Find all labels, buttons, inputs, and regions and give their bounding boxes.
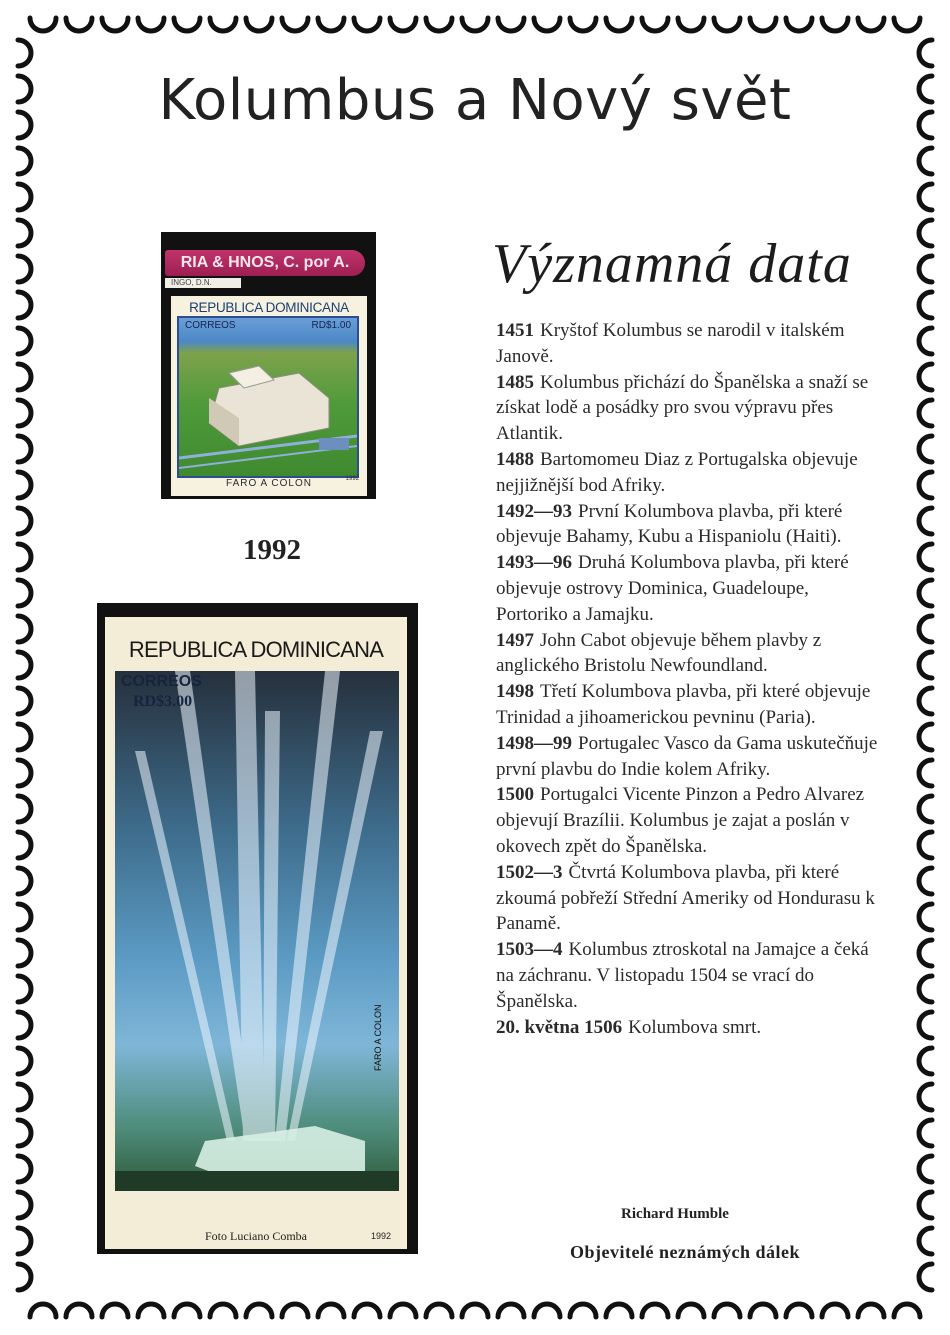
timeline-entry — [496, 447, 881, 499]
stamp-correos: CORREOS — [185, 320, 236, 331]
timeline-year: 1492—93 — [496, 500, 572, 522]
timeline-year: 1497 — [496, 629, 534, 651]
timeline-text: Kolumbova smrt. — [628, 1016, 762, 1038]
souvenir-sheet-face — [105, 617, 407, 1249]
stamp-tab-subtext: INGO, D.N. — [165, 278, 241, 288]
timeline-list — [496, 318, 881, 1040]
stamp-caption: FARO A COLON — [226, 478, 312, 489]
timeline-year: 1451 — [496, 320, 534, 341]
lighthouse-illustration — [177, 316, 359, 478]
credit-author: Richard Humble — [621, 1206, 729, 1222]
light-beams-icon — [115, 671, 399, 1191]
timeline-text: Čtvrtá Kolumbova plavba, při které zkoumá pobřeží Střední Ameriky od Hondurasu k Panamě. — [496, 861, 875, 935]
timeline-entry — [496, 499, 881, 551]
timeline-text: První Kolumbova plavba, při které objevuje Bahamy, Kubu a Hispaniolu (Haiti). — [496, 500, 843, 548]
timeline-entry — [496, 860, 881, 937]
timeline-year: 1485 — [496, 371, 534, 393]
stamp-tab: RIA & HNOS, C. por A. — [165, 250, 365, 276]
stamp-year-label: 1992 — [243, 534, 301, 566]
timeline-year: 1498—99 — [496, 732, 572, 754]
timeline-entry — [496, 937, 881, 1014]
stamp-year: 1992 — [345, 476, 359, 482]
timeline-entry — [496, 628, 881, 680]
timeline-entry — [496, 782, 881, 859]
light-beams-illustration — [115, 671, 399, 1191]
lighthouse-building-icon — [179, 318, 357, 476]
timeline-text: Kryštof Kolumbus se narodil v italském Janově. — [496, 320, 845, 367]
sheet-vertical-caption: FARO A COLON — [373, 1004, 383, 1071]
timeline-text: Portugalec Vasco da Gama uskutečňuje první plavbu do Indie kolem Afriky. — [496, 732, 878, 780]
timeline-year: 1503—4 — [496, 939, 563, 961]
timeline-year: 1488 — [496, 448, 534, 470]
timeline-text: John Cabot objevuje během plavby z anglického Bristolu Newfoundland. — [496, 629, 822, 677]
sheet-photo-credit: Foto Luciano Comba — [205, 1229, 307, 1243]
stamp-face — [171, 296, 367, 496]
timeline-entry — [496, 318, 881, 370]
timeline-entry — [496, 731, 881, 783]
timeline-year: 1493—96 — [496, 552, 572, 574]
timeline-year: 1500 — [496, 784, 534, 806]
timeline-entry — [496, 1015, 881, 1041]
stamp-value: RD$1.00 — [311, 320, 351, 331]
timeline-text: Kolumbus přichází do Španělska a snaží se získat lodě a posádky pro svou výpravu přes Atlantik. — [496, 371, 869, 445]
timeline-entry — [496, 370, 881, 447]
stamp-country: REPUBLICA DOMINICANA — [189, 300, 349, 315]
timeline-text: Portugalci Vicente Pinzon a Pedro Alvarez objevují Brazílii. Kolumbus je zajat a poslán v okovech zpět do Španělska. — [496, 784, 865, 857]
page-title: Kolumbus a Nový svět — [158, 68, 792, 133]
souvenir-sheet — [97, 603, 418, 1254]
timeline-text: Druhá Kolumbova plavba, při které objevuje ostrovy Dominica, Guadeloupe, Portoriko a Jamajku. — [496, 552, 849, 625]
sheet-country: REPUBLICA DOMINICANA — [128, 637, 384, 662]
timeline-text: Třetí Kolumbova plavba, při které objevuje Trinidad a jihoamerickou pevninu (Paria). — [496, 681, 871, 728]
section-title: Významná data — [492, 233, 852, 295]
timeline-entry — [496, 550, 881, 627]
timeline-year: 20. května 1506 — [496, 1016, 623, 1038]
timeline-text: Bartomomeu Diaz z Portugalska objevuje nejjižnější bod Afriky. — [496, 448, 858, 496]
sheet-correos: CORREOS — [121, 673, 202, 690]
stamp-faro-a-colon-1 — [161, 232, 376, 499]
timeline-year: 1498 — [496, 681, 534, 703]
timeline-text: Kolumbus ztroskotal na Jamajce a čeká na záchranu. V listopadu 1504 se vrací do Španělska. — [496, 939, 869, 1012]
timeline-year: 1502—3 — [496, 861, 563, 883]
sheet-value: RD$3.00 — [133, 693, 193, 710]
sheet-year: 1992 — [370, 1231, 391, 1241]
credit-book-title: Objevitelé neznámých dálek — [570, 1242, 800, 1262]
timeline-entry — [496, 679, 881, 731]
